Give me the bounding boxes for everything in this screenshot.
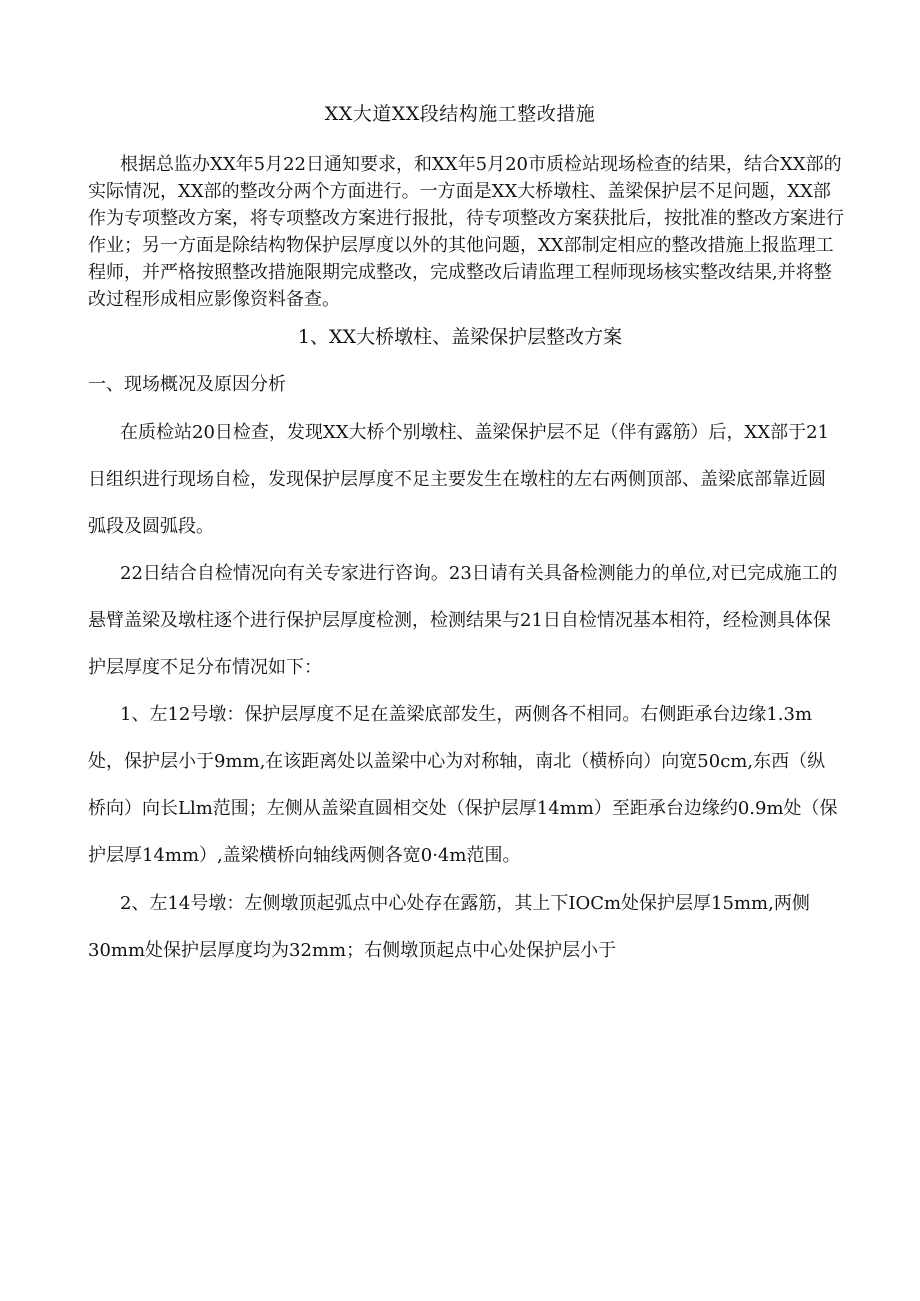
body-paragraph: 2、左14号墩：左侧墩顶起弧点中心处存在露筋，其上下IOCm处保护层厚15mm,两侧30mm处保护层厚度均为32mm；右侧墩顶起点中心处保护层小于 [88,893,810,961]
intro-paragraph: 根据总监办XX年5月22日通知要求，和XX年5月20市质检站现场检查的结果，结合XX部的实际情况，XX部的整改分两个方面进行。一方面是XX大桥墩柱、盖梁保护层不足问题，XX部作为专项整改方案，将专项整改方案进行报批，待专项整改方案获批后，按批准的整改方案进行作业；另一方面是除结构物保护层厚度以外的其他问题，XX部制定相应的整改措施上报监理工程师，并严格按照整改措施限期完成整改，完成整改后请监理工程师现场核实整改结果,并将整改过程形成相应影像资料备查。 [88,154,844,310]
subheading: 一、现场概况及原因分析 [88,374,286,395]
document-title: XX大道XX段结构施工整改措施 [324,103,596,125]
section-title: 1、XX大桥墩柱、盖梁保护层整改方案 [297,326,623,348]
body-paragraph: 1、左12号墩：保护层厚度不足在盖梁底部发生，两侧各不相同。右侧距承台边缘1.3m处，保护层小于9mm,在该距离处以盖梁中心为对称轴，南北（横桥向）向宽50cm,东西（纵桥向）向长Llm范围；左侧从盖梁直圆相交处（保护层厚14mm）至距承台边缘约0.9m处（保护层厚14mm）,盖梁横桥向轴线两侧各宽0·4m范围。 [88,704,838,866]
body-paragraph: 在质检站20日检查，发现XX大桥个别墩柱、盖梁保护层不足（伴有露筋）后，XX部于21日组织进行现场自检，发现保护层厚度不足主要发生在墩柱的左右两侧顶部、盖梁底部靠近圆弧段及圆弧段。 [88,422,830,537]
body-paragraph: 22日结合自检情况向有关专家进行咨询。23日请有关具备检测能力的单位,对已完成施工的悬臂盖梁及墩柱逐个进行保护层厚度检测，检测结果与21日自检情况基本相符，经检测具体保护层厚度不足分布情况如下： [88,563,838,678]
